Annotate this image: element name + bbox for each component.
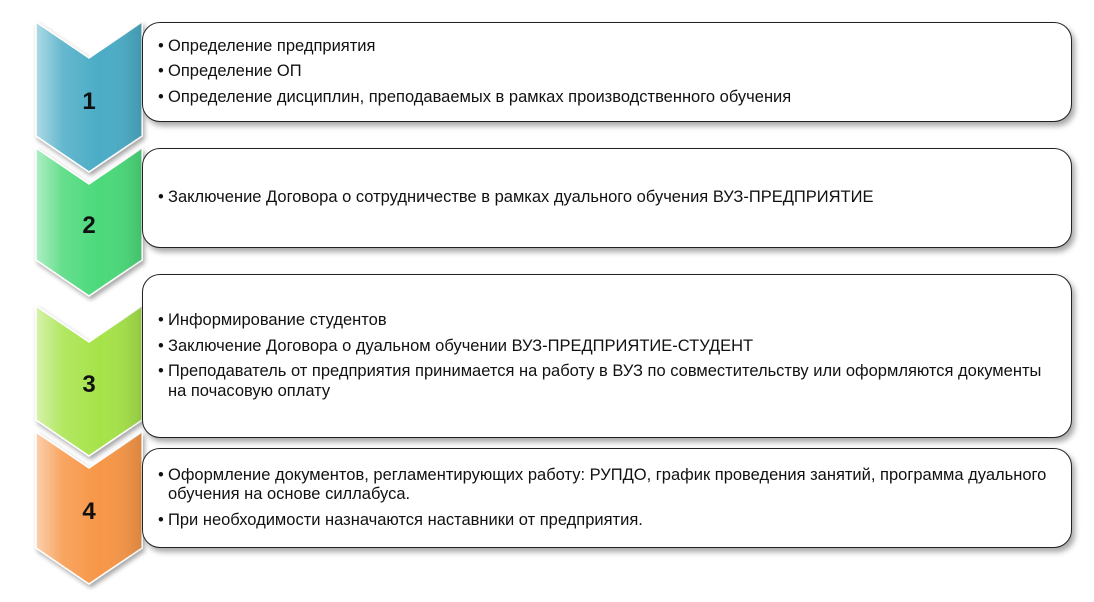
step-number: 1 <box>82 88 96 115</box>
step-4-item-2: • При необходимости назначаются наставники от предприятия. <box>159 511 1057 531</box>
step-3-item-1: • Информирование студентов <box>159 311 1057 331</box>
step-1-item-3: • Определение дисциплин, преподаваемых в рамках производственного обучения <box>159 88 1057 108</box>
chevron-step-3 <box>36 306 142 456</box>
chevron-step-1 <box>36 22 142 172</box>
step-1-item-2: • Определение ОП <box>159 62 1057 82</box>
step-3-item-2: • Заключение Договора о дуальном обучении ВУЗ-ПРЕДПРИЯТИЕ-СТУДЕНТ <box>159 337 1057 357</box>
step-1-item-1: • Определение предприятия <box>159 37 1057 57</box>
step-4-box <box>142 448 1072 548</box>
step-3-box <box>142 274 1072 438</box>
step-3-item-3: • Преподаватель от предприятия принимается на работу в ВУЗ по совместительству или оформляются документы на почасовую оплату <box>159 362 1057 401</box>
step-2-box <box>142 148 1072 248</box>
step-number: 2 <box>82 212 96 239</box>
step-2-item-1: • Заключение Договора о сотрудничестве в рамках дуального обучения ВУЗ-ПРЕДПРИЯТИЕ <box>159 188 1057 208</box>
step-number: 4 <box>82 498 96 525</box>
step-4-item-1: • Оформление документов, регламентирующих работу: РУПДО, график проведения занятий, программа дуального обучения на основе силлабуса. <box>159 466 1057 505</box>
step-1-box <box>142 22 1072 122</box>
step-number: 3 <box>82 371 96 398</box>
